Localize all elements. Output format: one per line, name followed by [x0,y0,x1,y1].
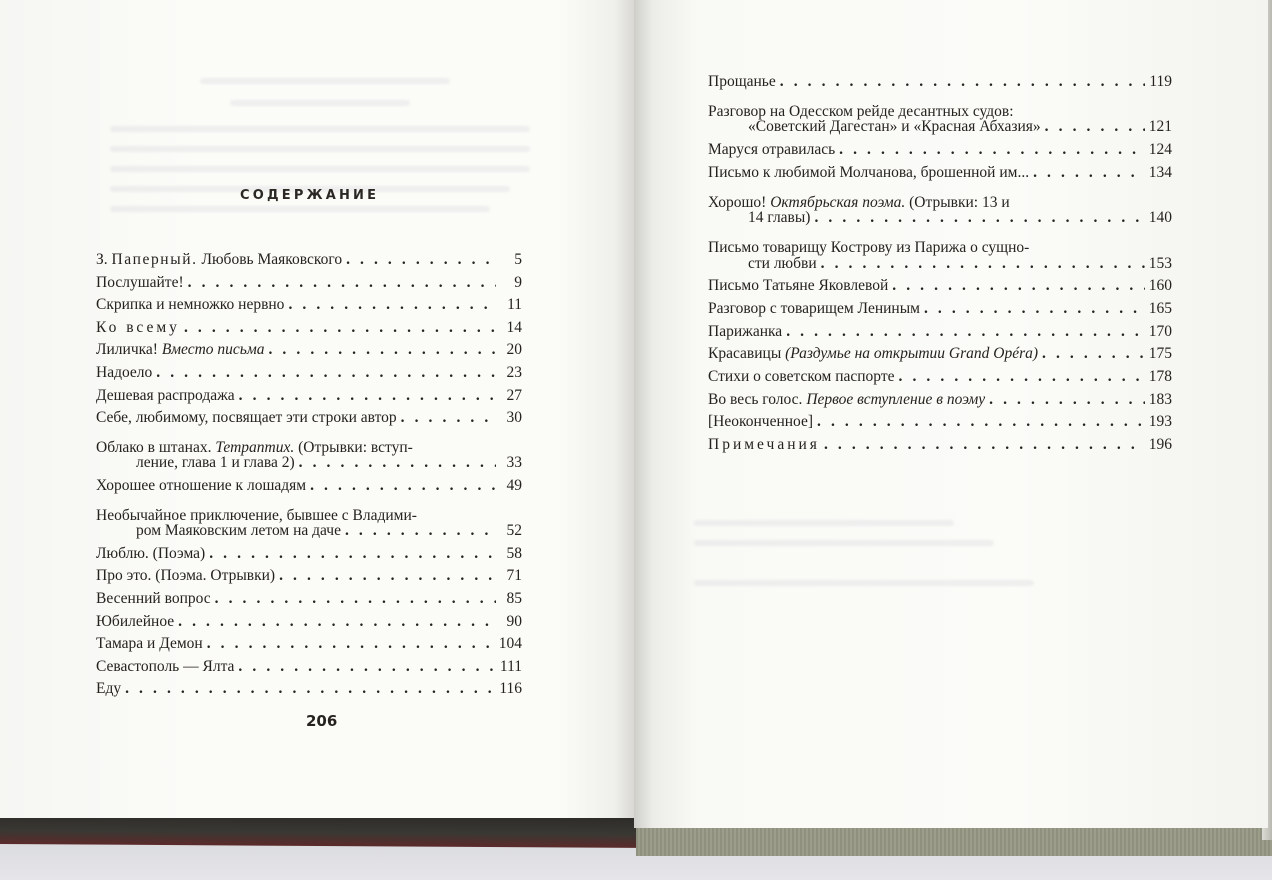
toc-entry [708,366,1172,389]
toc-entry [96,678,522,701]
show-through-text [694,580,1034,586]
entry-title: Скрипка и немножко нервно [96,296,285,314]
show-through-text [110,166,530,172]
entry-title: Прощанье [708,73,776,90]
page-number: 153 [1148,254,1172,272]
toc-entry [708,94,1172,121]
dot-leader [817,411,1145,434]
page-number: 116 [499,680,522,698]
toc-entry [96,543,522,566]
dot-leader [288,294,496,317]
dot-leader [346,249,496,272]
dot-leader [989,389,1145,412]
entry-subtitle: Тетраптих. [215,439,295,457]
toc-entry [96,385,522,408]
page-number: 121 [1148,118,1172,136]
dot-leader [156,362,496,385]
dot-leader [215,588,496,611]
entry-title: Про это. (Поэма. Отрывки) [96,567,276,585]
toc-entry [96,407,522,430]
entry-title: ром Маяковским летом на даче [136,522,341,540]
dot-leader [814,207,1144,230]
dot-leader [209,543,496,566]
entry-subtitle: Первое вступление в поэму [806,390,986,408]
toc-entry [96,249,522,272]
entry-title: Разговор на Одесском рейде десантных судов: [708,103,1014,121]
page-number: 134 [1148,163,1172,181]
dot-leader [899,366,1145,389]
entry-title: Весенний вопрос [96,589,211,607]
toc-entry [708,253,1172,276]
dot-leader [892,275,1144,298]
page-number: 183 [1148,390,1172,408]
toc-entry [96,294,522,317]
toc-entry [96,588,522,611]
entry-title: Разговор с товарищем Лениным [708,299,920,317]
toc-entry [708,321,1172,344]
dot-leader [345,520,496,543]
toc-entry [96,272,522,295]
page-number: 193 [1148,413,1172,431]
toc-heading: СОДЕРЖАНИЕ [240,188,380,203]
show-through-text [694,520,954,526]
page-number: 49 [506,476,522,494]
toc-entry [708,71,1172,94]
entry-title: сти любви [748,254,817,272]
toc-list-right [708,71,1172,457]
page-folio: 206 [306,712,338,730]
toc-entry [708,162,1172,185]
show-through-text [230,100,410,106]
toc-entry [96,633,522,656]
toc-entry [708,389,1172,412]
toc-entry [96,452,522,475]
dot-leader [310,475,496,498]
dot-leader [238,656,495,679]
entry-title: Стихи о советском паспорте [708,367,895,385]
entry-title: Примечания [708,436,820,453]
entry-title: Письмо товарищу Кострову из Парижа о сущно- [708,239,1030,257]
entry-subtitle: (Раздумье на открытии Grand Opéra) [785,345,1039,363]
page-number: 175 [1148,345,1172,363]
dot-leader [279,565,496,588]
dot-leader [780,71,1146,94]
page-number: 30 [506,409,522,427]
dot-leader [1033,230,1146,253]
page-number: 160 [1148,277,1172,295]
page-number: 52 [506,522,522,540]
toc-entry [96,317,522,340]
entry-title: Надоело [96,363,153,381]
entry-title: Послушайте! [96,273,184,291]
toc-entry [96,475,522,498]
entry-title: Тамара и Демон [96,635,203,653]
page-number: 85 [506,589,522,607]
toc-entry [708,139,1172,162]
entry-title: Письмо к любимой Молчанова, брошенной им... [708,163,1030,181]
dot-leader [839,139,1145,162]
entry-title: Севастополь — Ялта [96,657,235,675]
page-number: 11 [507,296,522,314]
page-number: 20 [506,341,522,359]
author-initial: З. [96,251,112,268]
toc-entry [708,116,1172,139]
entry-title: Необычайное приключение, бывшее с Владими- [96,507,417,525]
entry-title: Дешевая распродажа [96,386,235,404]
page-number: 14 [506,318,522,336]
dot-leader [401,407,496,430]
page-number: 71 [506,567,522,585]
page-number: 119 [1149,73,1172,90]
page-number: 23 [506,363,522,381]
toc-entry [708,343,1172,366]
entry-title: Любовь Маяковского [197,251,343,268]
dot-leader [821,253,1145,276]
entry-title: Хорошее отношение к лошадям [96,476,307,494]
toc-entry [96,565,522,588]
entry-title: Ко всему [96,318,180,336]
page-number: 104 [498,635,522,653]
dot-leader [1014,184,1146,207]
entry-title: Красавицы [708,345,786,363]
entry-title: 14 главы) [748,209,811,227]
dot-leader [268,339,496,362]
toc-entry [96,430,522,457]
page-number: 170 [1148,322,1172,340]
toc-entry [96,362,522,385]
page-number: 58 [506,544,522,562]
author-name: Паперный. [111,251,198,268]
toc-entry [708,298,1172,321]
page-number: 140 [1148,209,1172,227]
dot-leader [1042,343,1145,366]
entry-title: Лиличка! [96,341,162,359]
page-number: 90 [506,612,522,630]
toc-entry [96,339,522,362]
dot-leader [1033,162,1145,185]
toc-entry [96,611,522,634]
dot-leader [299,452,496,475]
show-through-text [200,78,450,84]
toc-entry [708,184,1172,212]
dot-leader [924,298,1145,321]
toc-entry [96,656,522,679]
toc-entry [96,498,522,525]
show-through-text [694,540,994,546]
entry-title: Облако в штанах. [96,439,216,457]
entry-subtitle: Октябрьская поэма. [770,194,906,212]
dot-leader [421,498,496,521]
dot-leader [188,272,496,295]
dot-leader [125,678,495,701]
dot-leader [184,317,496,340]
toc-entry [708,411,1172,434]
page-number: 165 [1148,299,1172,317]
page-number: 124 [1148,141,1172,159]
entry-title-continued: (Отрывки: вступ- [294,439,413,457]
page-number: 196 [1148,436,1172,453]
entry-title: Во весь голос. [708,390,807,408]
toc-list-left [96,249,522,701]
show-through-text [110,206,490,212]
page-number: 111 [499,657,522,675]
toc-entry [708,230,1172,257]
entry-title: Себе, любимому, посвящает эти строки автор [96,409,397,427]
toc-entry [96,520,522,543]
dot-leader [417,430,496,453]
entry-title: Юбилейное [96,612,175,630]
entry-subtitle: Вместо письма [161,341,265,359]
page-number: 9 [514,273,522,291]
page-number: 178 [1148,367,1172,385]
dot-leader [239,385,496,408]
right-page [634,0,1268,828]
show-through-text [110,126,530,132]
entry-title: Люблю. (Поэма) [96,544,206,562]
dot-leader [207,633,495,656]
dot-leader [1045,116,1145,139]
entry-title-continued: (Отрывки: 13 и [905,194,1010,212]
show-through-text [110,146,530,152]
entry-title: ление, глава 1 и глава 2) [136,454,295,472]
left-page [0,0,634,818]
entry-title: Письмо Татьяне Яковлевой [708,277,889,295]
toc-entry [708,275,1172,298]
dot-leader [786,321,1145,344]
dot-leader [824,434,1145,457]
entry-title: Хорошо! [708,194,771,212]
entry-title: «Советский Дагестан» и «Красная Абхазия» [748,118,1041,136]
dot-leader [1018,94,1146,117]
page-number: 33 [506,454,522,472]
toc-entry [708,434,1172,457]
page-number: 5 [514,251,522,268]
entry-title: Маруся отравилась [708,141,836,159]
entry-title: Еду [96,680,122,698]
page-number: 27 [506,386,522,404]
toc-entry [708,207,1172,230]
entry-title: Парижанка [708,322,783,340]
dot-leader [178,611,496,634]
entry-title: [Неоконченное] [708,413,814,431]
